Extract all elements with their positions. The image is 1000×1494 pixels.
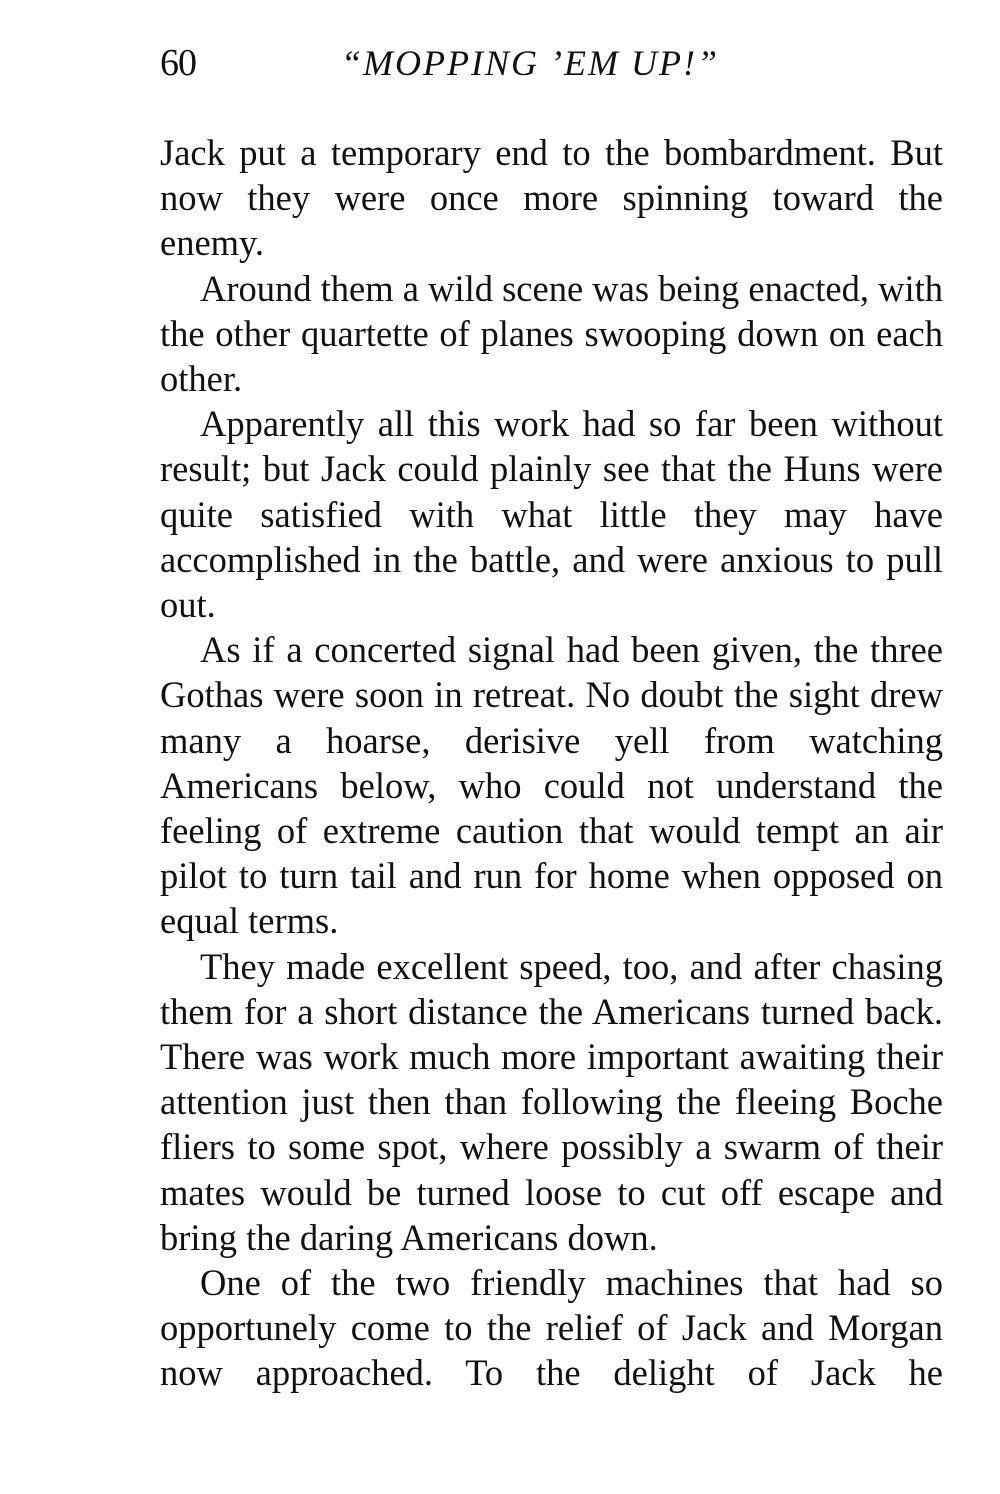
body-text	[160, 130, 943, 1396]
paragraph: One of the two friendly machines that had so opportunely come to the relief of Jack and Morgan now approached. To the delight of Jack he	[160, 1262, 943, 1394]
paragraph: Around them a wild scene was being enacted, with the other quartette of planes swooping down on each other.	[160, 267, 943, 400]
paragraph: Jack put a temporary end to the bombardment. But now they were once more spinning toward the enemy.	[160, 132, 943, 264]
page-header	[160, 38, 950, 88]
paragraph: As if a concerted signal had been given, the three Gothas were soon in retreat. No doubt the sight drew many a hoarse, derisive yell from watching Americans below, who could not understand the feeling of extreme caution that would tempt an air pilot to turn tail and run for home when opposed on equal terms.	[160, 629, 943, 942]
paragraph: They made excellent speed, too, and after chasing them for a short distance the Americans turned back. There was work much more important awaiting their attention just then than following the fleeing Boche fliers to some spot, where possibly a swarm of their mates would be turned loose to cut off escape and bring the daring Americans down.	[160, 945, 943, 1258]
running-head: “MOPPING ’EM UP!”	[341, 43, 719, 83]
page-number: 60	[160, 42, 196, 84]
paragraph: Apparently all this work had so far been without result; but Jack could plainly see that the Huns were quite satisfied with what little they may have accomplished in the battle, and were anxious to pull out.	[160, 403, 943, 626]
